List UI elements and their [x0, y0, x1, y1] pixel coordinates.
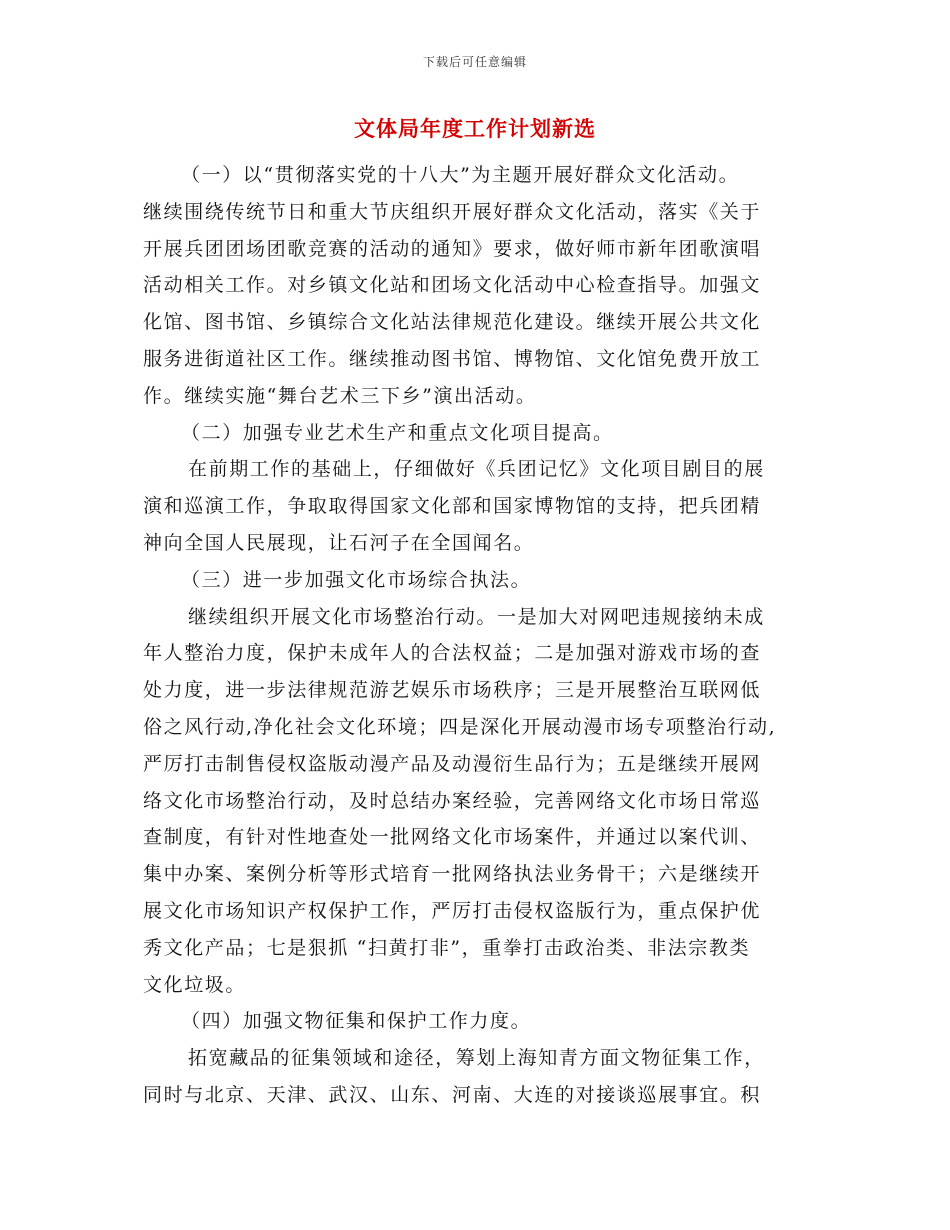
- paragraph-line: 严厉打击制售侵权盗版动漫产品及动漫衍生品行为；五是继续开展网: [143, 752, 762, 775]
- paragraph-line: 秀文化产品；七是狠抓 “扫黄打非”，重拳打击政治类、非法宗教类: [143, 936, 751, 959]
- paragraph-line: 服务进街道社区工作。继续推动图书馆、博物馆、文化馆免费开放工: [143, 347, 762, 370]
- paragraph-line: 络文化市场整治行动，及时总结办案经验，完善网络文化市场日常巡: [143, 789, 762, 812]
- paragraph-line: 在前期工作的基础上，仔细做好《兵团记忆》文化项目剧目的展: [188, 458, 765, 481]
- section-heading: （二）加强专业艺术生产和重点文化项目提高。: [181, 421, 614, 444]
- section-heading: （三）进一步加强文化市场综合执法。: [181, 568, 532, 591]
- paragraph-line: 年人整治力度，保护未成年人的合法权益；二是加强对游戏市场的查: [143, 642, 762, 665]
- paragraph-line: 集中办案、案例分析等形式培育一批网络执法业务骨干；六是继续开: [143, 863, 762, 886]
- paragraph-line: 化馆、图书馆、乡镇综合文化站法律规范化建设。继续开展公共文化: [143, 311, 762, 334]
- paragraph-line: 继续围绕传统节日和重大节庆组织开展好群众文化活动，落实《关于: [143, 200, 762, 223]
- header-note: 下载后可任意编辑: [422, 55, 527, 69]
- document-body: [143, 157, 823, 1114]
- paragraph-line: 开展兵团团场团歌竞赛的活动的通知》要求，做好师市新年团歌演唱: [143, 237, 762, 260]
- paragraph-line: 拓宽藏品的征集领域和途径，筹划上海知青方面文物征集工作，: [188, 1047, 765, 1070]
- paragraph-line: 演和巡演工作，争取取得国家文化部和国家博物馆的支持，把兵团精: [143, 495, 762, 518]
- paragraph-line: 继续组织开展文化市场整治行动。一是加大对网吧违规接纳未成: [188, 605, 765, 628]
- paragraph-line: 活动相关工作。对乡镇文化站和团场文化活动中心检查指导。加强文: [143, 274, 762, 297]
- paragraph-line: 神向全国人民展现，让石河子在全国闻名。: [143, 531, 535, 554]
- paragraph-line: 处力度，进一步法律规范游艺娱乐市场秩序；三是开展整治互联网低: [143, 679, 762, 702]
- section-heading: （四）加强文物征集和保护工作力度。: [181, 1010, 532, 1033]
- paragraph-line: 展文化市场知识产权保护工作，严厉打击侵权盗版行为，重点保护优: [143, 899, 762, 922]
- paragraph-line: （一）以“贯彻落实党的十八大”为主题开展好群众文化活动。: [181, 164, 740, 186]
- paragraph-line: 文化垃圾。: [143, 973, 247, 996]
- document-title: 文体局年度工作计划新选: [354, 116, 596, 141]
- paragraph-line: 同时与北京、天津、武汉、山东、河南、大连的对接谈巡展事宜。积: [143, 1083, 762, 1106]
- paragraph-line: 俗之风行动,净化社会文化环境；四是深化开展动漫市场专项整治行动,: [143, 715, 777, 738]
- paragraph-line: 作。继续实施“舞台艺术三下乡”演出活动。: [143, 384, 537, 407]
- paragraph-line: 查制度，有针对性地查处一批网络文化市场案件，并通过以案代训、: [143, 826, 762, 849]
